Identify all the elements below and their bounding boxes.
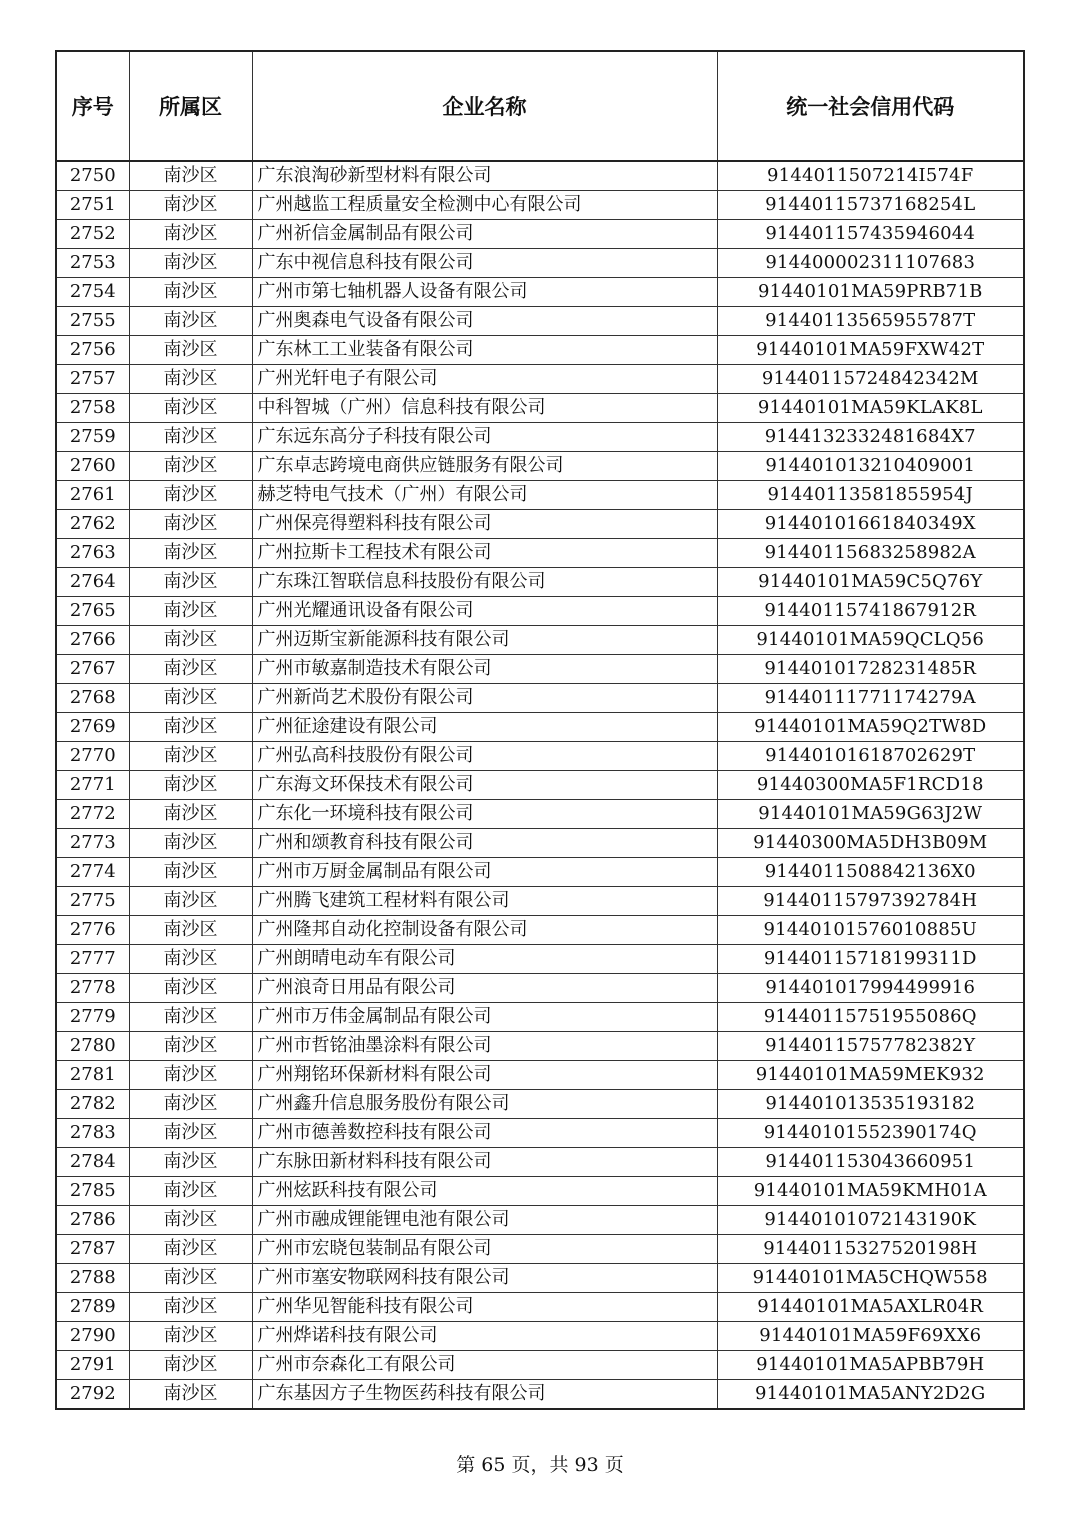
row-number: 2768 (56, 684, 129, 713)
row-district: 南沙区 (129, 1322, 252, 1351)
row-district: 南沙区 (129, 684, 252, 713)
row-credit-code: 91440101MA59F69XX6 (717, 1322, 1024, 1351)
row-number: 2773 (56, 829, 129, 858)
row-credit-code: 91440115737168254L (717, 191, 1024, 220)
row-credit-code: 91440101MA59Q2TW8D (717, 713, 1024, 742)
row-company-name: 广东化一环境科技有限公司 (252, 800, 717, 829)
table-row (56, 829, 1024, 858)
row-number: 2777 (56, 945, 129, 974)
row-company-name: 广州隆邦自动化控制设备有限公司 (252, 916, 717, 945)
row-number: 2763 (56, 539, 129, 568)
row-district: 南沙区 (129, 1380, 252, 1410)
row-district: 南沙区 (129, 713, 252, 742)
table-row (56, 1293, 1024, 1322)
row-district: 南沙区 (129, 597, 252, 626)
row-company-name: 广东中视信息科技有限公司 (252, 249, 717, 278)
row-company-name: 广州华见智能科技有限公司 (252, 1293, 717, 1322)
table-row (56, 887, 1024, 916)
row-number: 2776 (56, 916, 129, 945)
row-credit-code: 91440101MA59C5Q76Y (717, 568, 1024, 597)
table-row (56, 858, 1024, 887)
row-company-name: 广州越监工程质量安全检测中心有限公司 (252, 191, 717, 220)
table-row (56, 597, 1024, 626)
row-company-name: 广州市敏嘉制造技术有限公司 (252, 655, 717, 684)
table-row (56, 510, 1024, 539)
row-district: 南沙区 (129, 1061, 252, 1090)
row-company-name: 广东海文环保技术有限公司 (252, 771, 717, 800)
row-company-name: 广州光耀通讯设备有限公司 (252, 597, 717, 626)
row-company-name: 广州征途建设有限公司 (252, 713, 717, 742)
row-number: 2783 (56, 1119, 129, 1148)
row-credit-code: 91440300MA5DH3B09M (717, 829, 1024, 858)
row-credit-code: 91440111771174279A (717, 684, 1024, 713)
row-company-name: 广州新尚艺术股份有限公司 (252, 684, 717, 713)
table-row (56, 945, 1024, 974)
row-district: 南沙区 (129, 1351, 252, 1380)
row-company-name: 广州和颂教育科技有限公司 (252, 829, 717, 858)
row-credit-code: 9144011507214I574F (717, 161, 1024, 191)
row-credit-code: 91440113565955787T (717, 307, 1024, 336)
row-number: 2787 (56, 1235, 129, 1264)
table-row (56, 916, 1024, 945)
row-district: 南沙区 (129, 161, 252, 191)
row-credit-code: 91440113581855954J (717, 481, 1024, 510)
row-credit-code: 91440300MA5F1RCD18 (717, 771, 1024, 800)
table-row (56, 626, 1024, 655)
row-number: 2789 (56, 1293, 129, 1322)
table-row (56, 278, 1024, 307)
row-credit-code: 91440101MA59KLAK8L (717, 394, 1024, 423)
row-company-name: 广州烨诺科技有限公司 (252, 1322, 717, 1351)
row-company-name: 广州市塞安物联网科技有限公司 (252, 1264, 717, 1293)
row-credit-code: 914401157435946044 (717, 220, 1024, 249)
table-row (56, 1003, 1024, 1032)
row-district: 南沙区 (129, 1293, 252, 1322)
row-number: 2767 (56, 655, 129, 684)
row-company-name: 广州光轩电子有限公司 (252, 365, 717, 394)
row-credit-code: 91440101MA59QCLQ56 (717, 626, 1024, 655)
header-district: 所属区 (129, 51, 252, 161)
table-row (56, 1061, 1024, 1090)
row-district: 南沙区 (129, 481, 252, 510)
row-company-name: 广东浪淘砂新型材料有限公司 (252, 161, 717, 191)
row-number: 2758 (56, 394, 129, 423)
row-number: 2770 (56, 742, 129, 771)
row-district: 南沙区 (129, 1119, 252, 1148)
row-credit-code: 91440101MA59PRB71B (717, 278, 1024, 307)
table-row (56, 220, 1024, 249)
row-company-name: 广州市哲铭油墨涂料有限公司 (252, 1032, 717, 1061)
row-company-name: 广州市宏晓包装制品有限公司 (252, 1235, 717, 1264)
row-district: 南沙区 (129, 626, 252, 655)
row-district: 南沙区 (129, 887, 252, 916)
row-number: 2786 (56, 1206, 129, 1235)
table-row (56, 1148, 1024, 1177)
row-number: 2772 (56, 800, 129, 829)
row-number: 2760 (56, 452, 129, 481)
row-district: 南沙区 (129, 1206, 252, 1235)
table-row (56, 742, 1024, 771)
table-row (56, 307, 1024, 336)
row-credit-code: 91440101576010885U (717, 916, 1024, 945)
row-number: 2764 (56, 568, 129, 597)
row-company-name: 广州朗晴电动车有限公司 (252, 945, 717, 974)
row-company-name: 广州市万伟金属制品有限公司 (252, 1003, 717, 1032)
table-row (56, 655, 1024, 684)
row-company-name: 广州弘高科技股份有限公司 (252, 742, 717, 771)
row-credit-code: 91440115718199311D (717, 945, 1024, 974)
row-number: 2762 (56, 510, 129, 539)
row-company-name: 广州浪奇日用品有限公司 (252, 974, 717, 1003)
row-company-name: 赫芝特电气技术（广州）有限公司 (252, 481, 717, 510)
table-row (56, 481, 1024, 510)
row-credit-code: 91440101552390174Q (717, 1119, 1024, 1148)
row-number: 2759 (56, 423, 129, 452)
row-district: 南沙区 (129, 452, 252, 481)
row-company-name: 中科智城（广州）信息科技有限公司 (252, 394, 717, 423)
row-number: 2790 (56, 1322, 129, 1351)
row-company-name: 广州炫跃科技有限公司 (252, 1177, 717, 1206)
table-row (56, 452, 1024, 481)
row-district: 南沙区 (129, 858, 252, 887)
header-no: 序号 (56, 51, 129, 161)
row-company-name: 广东基因方子生物医药科技有限公司 (252, 1380, 717, 1410)
row-company-name: 广东珠江智联信息科技股份有限公司 (252, 568, 717, 597)
row-district: 南沙区 (129, 220, 252, 249)
row-district: 南沙区 (129, 974, 252, 1003)
row-district: 南沙区 (129, 945, 252, 974)
table-row (56, 1206, 1024, 1235)
row-credit-code: 914401013210409001 (717, 452, 1024, 481)
row-number: 2778 (56, 974, 129, 1003)
row-credit-code: 91440101618702629T (717, 742, 1024, 771)
page-footer: 第 65 页，共 93 页 (456, 1454, 624, 1476)
row-company-name: 广东远东高分子科技有限公司 (252, 423, 717, 452)
table-row (56, 191, 1024, 220)
row-number: 2774 (56, 858, 129, 887)
row-district: 南沙区 (129, 568, 252, 597)
table-row (56, 800, 1024, 829)
row-credit-code: 91440101MA5ANY2D2G (717, 1380, 1024, 1410)
row-number: 2752 (56, 220, 129, 249)
row-district: 南沙区 (129, 423, 252, 452)
row-company-name: 广州腾飞建筑工程材料有限公司 (252, 887, 717, 916)
row-district: 南沙区 (129, 510, 252, 539)
row-number: 2766 (56, 626, 129, 655)
header-code: 统一社会信用代码 (717, 51, 1024, 161)
row-number: 2780 (56, 1032, 129, 1061)
table-row (56, 1177, 1024, 1206)
row-credit-code: 914401017994499916 (717, 974, 1024, 1003)
row-company-name: 广州保亮得塑料科技有限公司 (252, 510, 717, 539)
row-company-name: 广州奥森电气设备有限公司 (252, 307, 717, 336)
row-credit-code: 91440115757782382Y (717, 1032, 1024, 1061)
row-credit-code: 91440115683258982A (717, 539, 1024, 568)
table-row (56, 684, 1024, 713)
table-row (56, 1235, 1024, 1264)
row-district: 南沙区 (129, 742, 252, 771)
row-company-name: 广州鑫升信息服务股份有限公司 (252, 1090, 717, 1119)
row-number: 2775 (56, 887, 129, 916)
row-number: 2779 (56, 1003, 129, 1032)
table-row (56, 336, 1024, 365)
row-number: 2792 (56, 1380, 129, 1410)
table-row (56, 568, 1024, 597)
row-company-name: 广州市第七轴机器人设备有限公司 (252, 278, 717, 307)
row-company-name: 广东林工工业装备有限公司 (252, 336, 717, 365)
row-district: 南沙区 (129, 1177, 252, 1206)
table-row (56, 713, 1024, 742)
row-company-name: 广州翔铭环保新材料有限公司 (252, 1061, 717, 1090)
table-row (56, 771, 1024, 800)
row-company-name: 广州市德善数控科技有限公司 (252, 1119, 717, 1148)
enterprise-table (55, 50, 1025, 1410)
row-number: 2784 (56, 1148, 129, 1177)
row-district: 南沙区 (129, 655, 252, 684)
row-credit-code: 91440115724842342M (717, 365, 1024, 394)
row-company-name: 广州拉斯卡工程技术有限公司 (252, 539, 717, 568)
row-number: 2757 (56, 365, 129, 394)
row-credit-code: 91440101661840349X (717, 510, 1024, 539)
row-district: 南沙区 (129, 336, 252, 365)
row-company-name: 广州迈斯宝新能源科技有限公司 (252, 626, 717, 655)
row-district: 南沙区 (129, 1264, 252, 1293)
row-number: 2781 (56, 1061, 129, 1090)
row-credit-code: 9144011508842136X0 (717, 858, 1024, 887)
row-number: 2753 (56, 249, 129, 278)
row-district: 南沙区 (129, 278, 252, 307)
table-row (56, 1090, 1024, 1119)
row-district: 南沙区 (129, 191, 252, 220)
row-district: 南沙区 (129, 307, 252, 336)
row-credit-code: 91440115327520198H (717, 1235, 1024, 1264)
table-row (56, 394, 1024, 423)
row-credit-code: 91440101MA5AXLR04R (717, 1293, 1024, 1322)
table-row (56, 249, 1024, 278)
row-district: 南沙区 (129, 1148, 252, 1177)
header-name: 企业名称 (252, 51, 717, 161)
row-district: 南沙区 (129, 394, 252, 423)
row-district: 南沙区 (129, 1235, 252, 1264)
row-credit-code: 91440115741867912R (717, 597, 1024, 626)
table-row (56, 1032, 1024, 1061)
row-number: 2788 (56, 1264, 129, 1293)
row-credit-code: 9144132332481684X7 (717, 423, 1024, 452)
table-row (56, 365, 1024, 394)
table-header-row (56, 51, 1024, 161)
row-credit-code: 914401153043660951 (717, 1148, 1024, 1177)
row-company-name: 广东脉田新材料科技有限公司 (252, 1148, 717, 1177)
table-row (56, 1119, 1024, 1148)
row-number: 2756 (56, 336, 129, 365)
row-number: 2791 (56, 1351, 129, 1380)
row-number: 2769 (56, 713, 129, 742)
row-number: 2785 (56, 1177, 129, 1206)
row-district: 南沙区 (129, 916, 252, 945)
row-credit-code: 91440115751955086Q (717, 1003, 1024, 1032)
row-credit-code: 914401013535193182 (717, 1090, 1024, 1119)
row-district: 南沙区 (129, 1003, 252, 1032)
table-row (56, 423, 1024, 452)
row-company-name: 广州市融成锂能锂电池有限公司 (252, 1206, 717, 1235)
row-credit-code: 91440101728231485R (717, 655, 1024, 684)
table-row (56, 1264, 1024, 1293)
row-credit-code: 91440101MA59G63J2W (717, 800, 1024, 829)
table-row (56, 539, 1024, 568)
row-district: 南沙区 (129, 249, 252, 278)
row-district: 南沙区 (129, 539, 252, 568)
table-row (56, 1322, 1024, 1351)
table-row (56, 1351, 1024, 1380)
table-body (56, 161, 1024, 1409)
row-district: 南沙区 (129, 365, 252, 394)
row-credit-code: 91440101MA5APBB79H (717, 1351, 1024, 1380)
row-number: 2755 (56, 307, 129, 336)
row-number: 2750 (56, 161, 129, 191)
row-district: 南沙区 (129, 800, 252, 829)
table-row (56, 161, 1024, 191)
table-row (56, 974, 1024, 1003)
row-number: 2761 (56, 481, 129, 510)
row-district: 南沙区 (129, 771, 252, 800)
table-row (56, 1380, 1024, 1410)
row-number: 2771 (56, 771, 129, 800)
row-credit-code: 91440101MA5CHQW558 (717, 1264, 1024, 1293)
row-credit-code: 914400002311107683 (717, 249, 1024, 278)
row-number: 2751 (56, 191, 129, 220)
row-company-name: 广东卓志跨境电商供应链服务有限公司 (252, 452, 717, 481)
row-number: 2782 (56, 1090, 129, 1119)
row-district: 南沙区 (129, 1032, 252, 1061)
row-district: 南沙区 (129, 829, 252, 858)
row-district: 南沙区 (129, 1090, 252, 1119)
row-credit-code: 91440101MA59FXW42T (717, 336, 1024, 365)
row-credit-code: 91440115797392784H (717, 887, 1024, 916)
row-credit-code: 91440101MA59MEK932 (717, 1061, 1024, 1090)
row-company-name: 广州市奈森化工有限公司 (252, 1351, 717, 1380)
row-credit-code: 91440101MA59KMH01A (717, 1177, 1024, 1206)
row-credit-code: 91440101072143190K (717, 1206, 1024, 1235)
row-number: 2754 (56, 278, 129, 307)
row-company-name: 广州祈信金属制品有限公司 (252, 220, 717, 249)
row-company-name: 广州市万厨金属制品有限公司 (252, 858, 717, 887)
row-number: 2765 (56, 597, 129, 626)
